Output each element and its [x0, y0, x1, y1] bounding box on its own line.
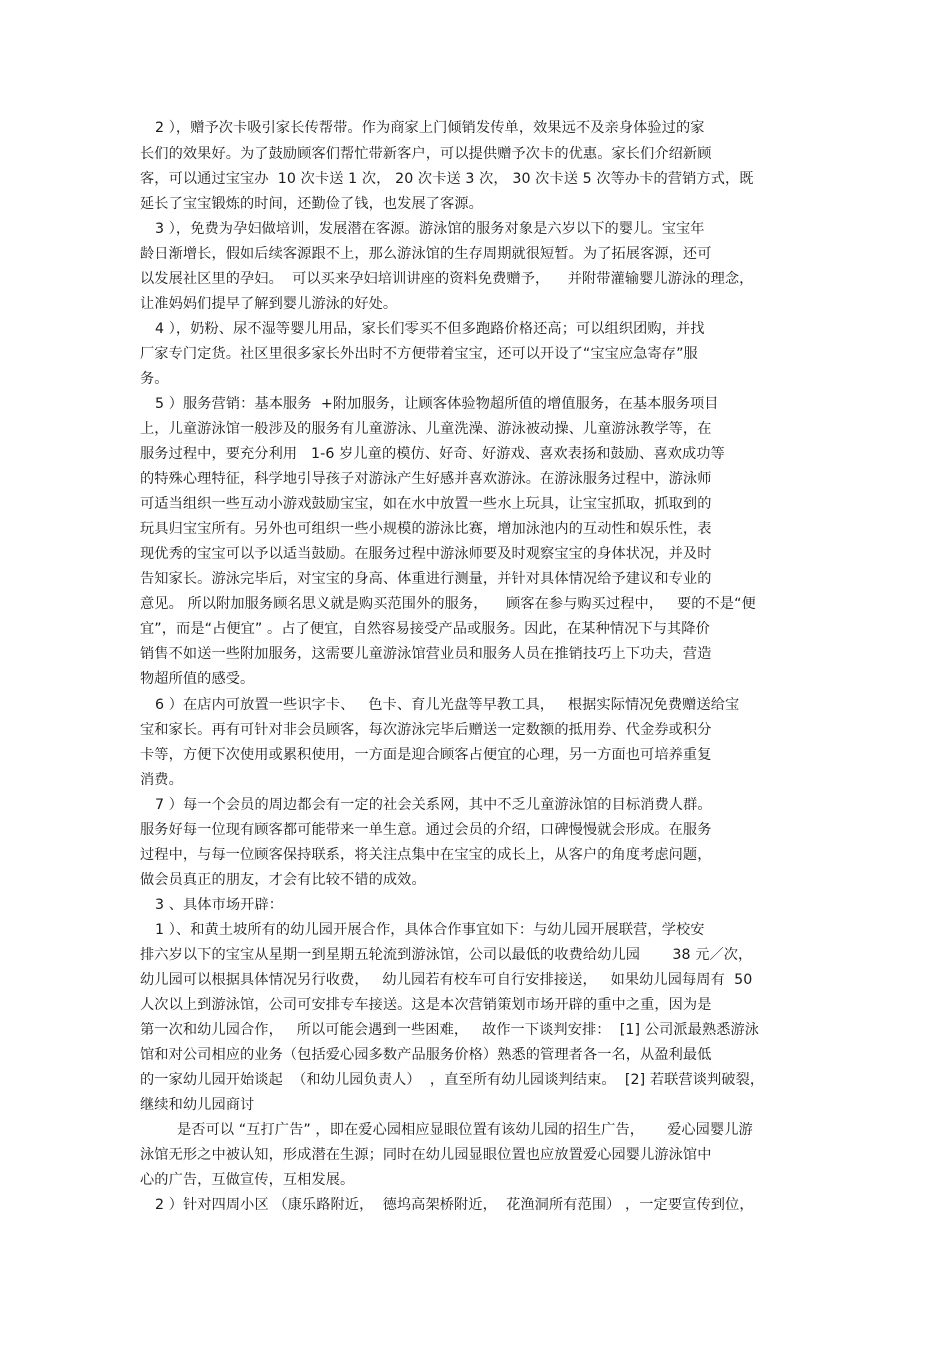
section-heading: 3 、具体市场开辟：	[155, 897, 284, 913]
text-line: 做会员真正的朋友，才会有比较不错的成效。	[140, 872, 426, 888]
text-line: 宜”，而是“占便宜” 。占了便宜，自然容易接受产品或服务。因此，在某种情况下与其降价	[140, 621, 710, 637]
text-line: 让准妈妈们提早了解到婴儿游泳的好处。	[140, 296, 398, 312]
text-line: 继续和幼儿园商讨	[140, 1097, 255, 1113]
text-line: 以发展社区里的孕妇。 可以买来孕妇培训讲座的资料免费赠予， 并附带灌输婴儿游泳的理念，	[140, 271, 754, 287]
text-line: 告知家长。游泳完毕后，对宝宝的身高、体重进行测量，并针对具体情况给予建议和专业的	[140, 571, 712, 587]
text-line: 可适当组织一些互动小游戏鼓励宝宝，如在水中放置一些水上玩具，让宝宝抓取，抓取到的	[140, 496, 712, 512]
text-line: 服务过程中，要充分利用 1-6 岁儿童的模仿、好奇、好游戏、喜欢表扬和鼓励、喜欢成功等	[140, 446, 725, 462]
text-line: 上，儿童游泳馆一般涉及的服务有儿童游泳、儿童洗澡、游泳被动操、儿童游泳教学等，在	[140, 421, 712, 437]
text-line: 玩具归宝宝所有。另外也可组织一些小规模的游泳比赛，增加泳池内的互动性和娱乐性，表	[140, 521, 712, 537]
text-line: 延长了宝宝锻炼的时间，还勤俭了钱，也发展了客源。	[140, 196, 483, 212]
text-line: 销售不如送一些附加服务，这需要儿童游泳馆营业员和服务人员在推销技巧上下功夫，营造	[140, 646, 712, 662]
text-line: 龄日渐增长，假如后续客源跟不上，那么游泳馆的生存周期就很短暂。为了拓展客源，还可	[140, 246, 712, 262]
text-line: 客，可以通过宝宝办 10 次卡送 1 次， 20 次卡送 3 次， 30 次卡送 5 次等办卡的营销方式，既	[140, 171, 754, 187]
text-line: 第一次和幼儿园合作， 所以可能会遇到一些困难， 故作一下谈判安排： [1] 公司派最熟悉游泳	[140, 1022, 760, 1038]
text-line: 厂家专门定货。社区里很多家长外出时不方便带着宝宝，还可以开设了“宝宝应急寄存”服	[140, 346, 698, 362]
text-line: 6 ）在店内可放置一些识字卡、 色卡、育儿光盘等早教工具， 根据实际情况免费赠送给宝	[155, 697, 740, 713]
text-line: 消费。	[140, 772, 183, 788]
text-line: 是否可以 “互打广告” ，即在爱心园相应显眼位置有该幼儿园的招生广告， 爱心园婴儿游	[177, 1122, 753, 1138]
text-line: 务。	[140, 371, 169, 387]
text-line: 泳馆无形之中被认知，形成潜在生源；同时在幼儿园显眼位置也应放置爱心园婴儿游泳馆中	[140, 1147, 712, 1163]
text-line: 的特殊心理特征，科学地引导孩子对游泳产生好感并喜欢游泳。在游泳服务过程中，游泳师	[140, 471, 712, 487]
text-line: 意见。 所以附加服务顾名思义就是购买范围外的服务， 顾客在参与购买过程中， 要的不是“便	[140, 596, 756, 612]
text-line: 物超所值的感受。	[140, 671, 255, 687]
text-line: 心的广告，互做宣传，互相发展。	[140, 1172, 355, 1188]
text-line: 2 ），赠予次卡吸引家长传帮带。作为商家上门倾销发传单，效果远不及亲身体验过的家	[155, 120, 705, 136]
text-line: 长们的效果好。为了鼓励顾客们帮忙带新客户，可以提供赠予次卡的优惠。家长们介绍新顾	[140, 146, 712, 162]
text-line: 幼儿园可以根据具体情况另行收费， 幼儿园若有校车可自行安排接送， 如果幼儿园每周有 50	[140, 972, 753, 988]
text-line: 过程中，与每一位顾客保持联系，将关注点集中在宝宝的成长上，从客户的角度考虑问题，	[140, 847, 712, 863]
text-line: 3 ），免费为孕妇做培训，发展潜在客源。游泳馆的服务对象是六岁以下的婴儿。宝宝年	[155, 221, 705, 237]
text-line: 7 ）每一个会员的周边都会有一定的社会关系网，其中不乏儿童游泳馆的目标消费人群。	[155, 797, 712, 813]
text-line: 人次以上到游泳馆，公司可安排专车接送。这是本次营销策划市场开辟的重中之重，因为是	[140, 997, 712, 1013]
text-line: 卡等，方便下次使用或累积使用，一方面是迎合顾客占便宜的心理，另一方面也可培养重复	[140, 747, 712, 763]
text-line: 服务好每一位现有顾客都可能带来一单生意。通过会员的介绍，口碑慢慢就会形成。在服务	[140, 822, 712, 838]
text-line: 现优秀的宝宝可以予以适当鼓励。在服务过程中游泳师要及时观察宝宝的身体状况，并及时	[140, 546, 712, 562]
text-line: 馆和对公司相应的业务（包括爱心园多数产品服务价格）熟悉的管理者各一名，从盈利最低	[140, 1047, 712, 1063]
text-line: 5 ）服务营销：基本服务 +附加服务，让顾客体验物超所值的增值服务，在基本服务项目	[155, 396, 719, 412]
text-line: 宝和家长。再有可针对非会员顾客，每次游泳完毕后赠送一定数额的抵用券、代金券或积分	[140, 722, 712, 738]
text-line: 1 ）、和黄土坡所有的幼儿园开展合作，具体合作事宜如下：与幼儿园开展联营，学校安	[155, 922, 705, 938]
text-line: 排六岁以下的宝宝从星期一到星期五轮流到游泳馆，公司以最低的收费给幼儿园 38 元／次，	[140, 947, 753, 963]
text-line: 的一家幼儿园开始谈起 （和幼儿园负责人） ，直至所有幼儿园谈判结束。 [2] 若联营谈判破裂，	[140, 1072, 765, 1088]
text-line: 2 ）针对四周小区 （康乐路附近， 德坞高架桥附近， 花渔洞所有范围） ，一定要宣传到位，	[155, 1197, 754, 1213]
text-line: 4 ），奶粉、尿不湿等婴儿用品，家长们零买不但多跑路价格还高；可以组织团购，并找	[155, 321, 705, 337]
